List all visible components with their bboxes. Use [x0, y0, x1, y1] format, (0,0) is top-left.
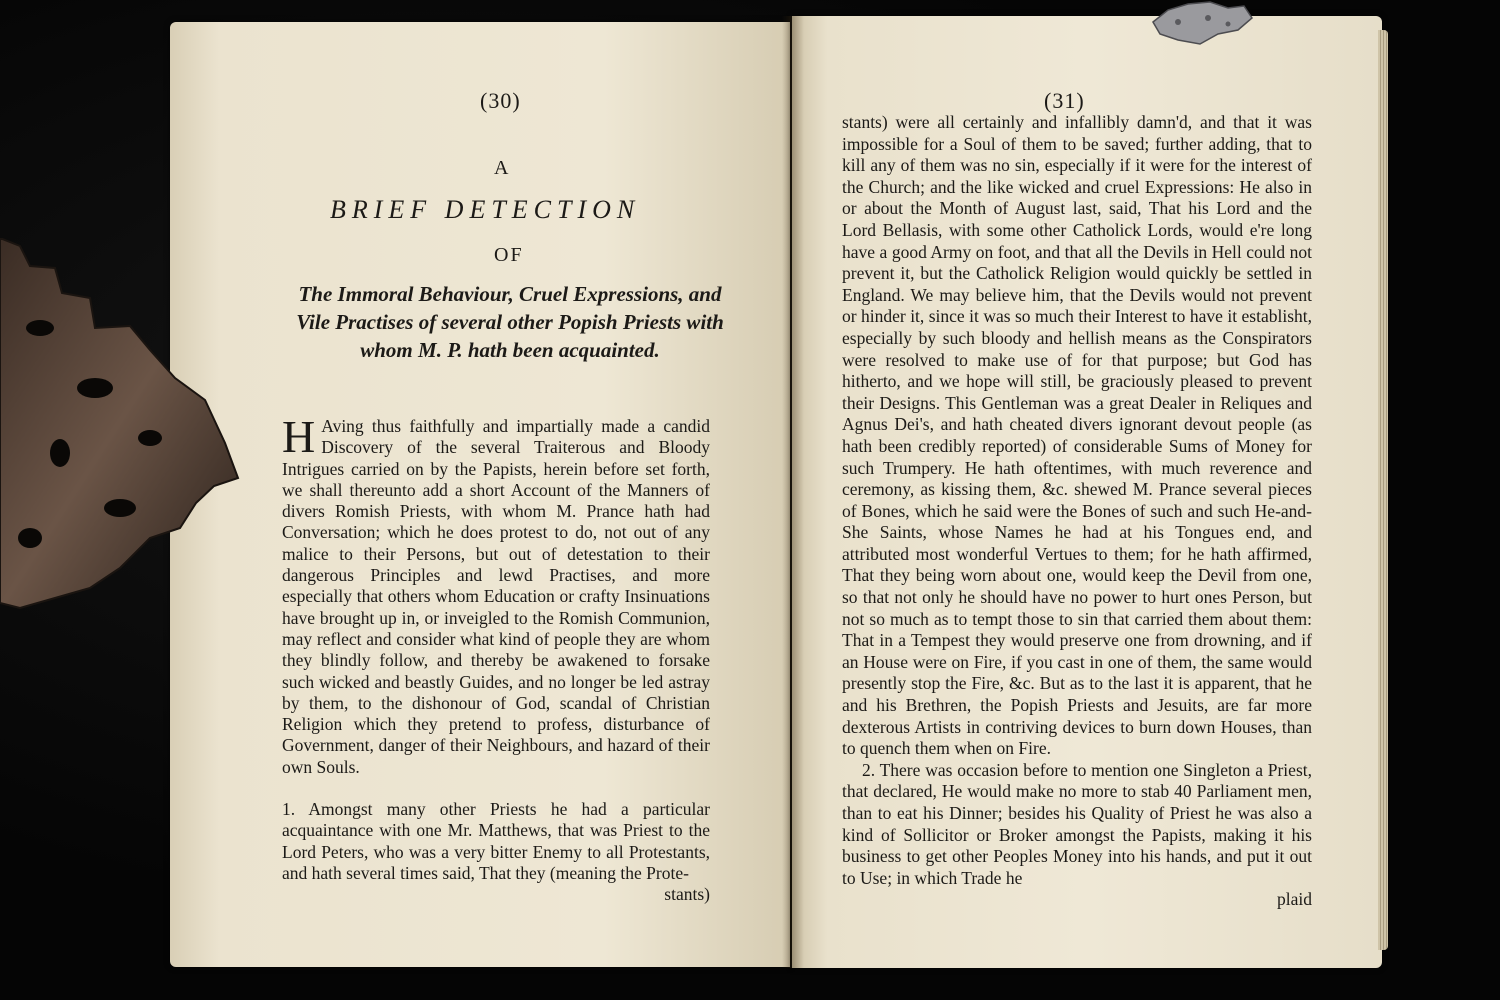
- paragraph-two: 2. There was occasion before to mention one Singleton a Priest, that declared, He would make no more to stab 40 Parliament men, than to eat his Dinner; besides his Quality of Priest he was also a kind of Sollicitor or Broker amongst the Papists, making it his business to get other Peoples Money into his hands, and put it out to Use; in which Trade he: [842, 759, 1312, 888]
- right-catchword: plaid: [1277, 889, 1312, 910]
- paragraph-intro-text: Aving thus faithfully and impartially made a candid Discovery of the several Traiterous and Bloody Intrigues carried on by the Papists, herein before set forth, we shall thereunto add a short Account of the Manners of divers Romish Priests, with whom M. Prance hath had Conversation; which he does protest to do, not out of any malice to their Persons, but out of detestation to their dangerous Principles and lewd Practises, and more especially that others whom Education or crafty Insinuations have brought up in, or inveigled to the Romish Communion, may reflect and consider what kind of people they are whom they blindly follow, and thereby be awakened to forsake such wicked and beastly Guides, and no longer be led astray by them, to the dishonour of God, scandal of Christian Religion which they pretend to profess, disturbance of Government, danger of their Neighbours, and hazard of their own Souls.: [282, 416, 710, 777]
- left-page-number: (30): [480, 88, 521, 113]
- book-gutter: [782, 16, 804, 968]
- metal-page-weight-top: [1148, 0, 1258, 50]
- paragraph-intro: [282, 411, 710, 778]
- left-catchword: stants): [664, 884, 710, 905]
- drop-cap: H: [282, 411, 316, 462]
- title-main: BRIEF DETECTION: [330, 195, 641, 224]
- metal-page-weight-left: [0, 238, 245, 618]
- right-page-number: (31): [1044, 88, 1085, 113]
- paragraph-one: 1. Amongst many other Priests he had a particular acquaintance with one Mr. Matthews, that was Priest to the Lord Peters, who was a very bitter Enemy to all Protestants, and hath several times said, That they (meaning the Prote-: [282, 799, 710, 883]
- title-article: A: [494, 157, 511, 179]
- page-edges: [1378, 30, 1388, 950]
- subtitle: The Immoral Behaviour, Cruel Expressions, and Vile Practises of several other Popish Priests with whom M. P. hath been acquainted.: [296, 282, 724, 362]
- open-book: [170, 22, 1385, 967]
- title-of: OF: [494, 244, 524, 266]
- right-page: [792, 16, 1382, 968]
- left-page: [170, 22, 790, 967]
- right-page-body: [842, 112, 1312, 911]
- left-page-body: [282, 411, 710, 906]
- paragraph-continued: stants) were all certainly and infallibly damn'd, and that it was impossible for a Soul of them to be saved; further adding, that to kill any of them was no sin, especially if it were for the interest of the Church; and the like wicked and cruel Expressions: He also in or about the Month of August last, said, That his Lord and the Lord Bellasis, with some other Catholick Lords, would e're long have a good Army on foot, and that all the Devils in Hell could not prevent it, but the Catholick Religion would quickly be settled in England. We may believe him, that the Devils would not prevent or hinder it, since it was so much their Interest to have it establisht, especially by such bloody and hellish means as the Conspirators were resolved to make use of for that purpose; but God has hitherto, and we hope will still, be graciously pleased to prevent their Designs. This Gentleman was a great Dealer in Reliques and Agnus Dei's, and hath cheated divers ignorant devout people (as hath been credibly reported) of considerable Sums of Money for such Trumpery. He hath oftentimes, with much reverence and ceremony, as kissing them, &c. shewed M. Prance several pieces of Bones, which he said were the Bones of such and such He-and-She Saints, whose Names he had at his Tongues end, and attributed most wonderful Vertues to them; for he hath affirmed, That they being worn about one, would keep the Devil from one, so that not only he should have no power to hurt ones Person, but not so much as to tempt those to sin that carried them about them: That in a Tempest they would preserve one from drowning, and if an House were on Fire, if you cast in one of them, the same would presently stop the Fire, &c. But as to the last it is apparent, that he and his Brethren, the Popish Priests and Jesuits, are far more dexterous Artists in contriving devices to burn down Houses, than to quench them when on Fire.: [842, 112, 1312, 759]
